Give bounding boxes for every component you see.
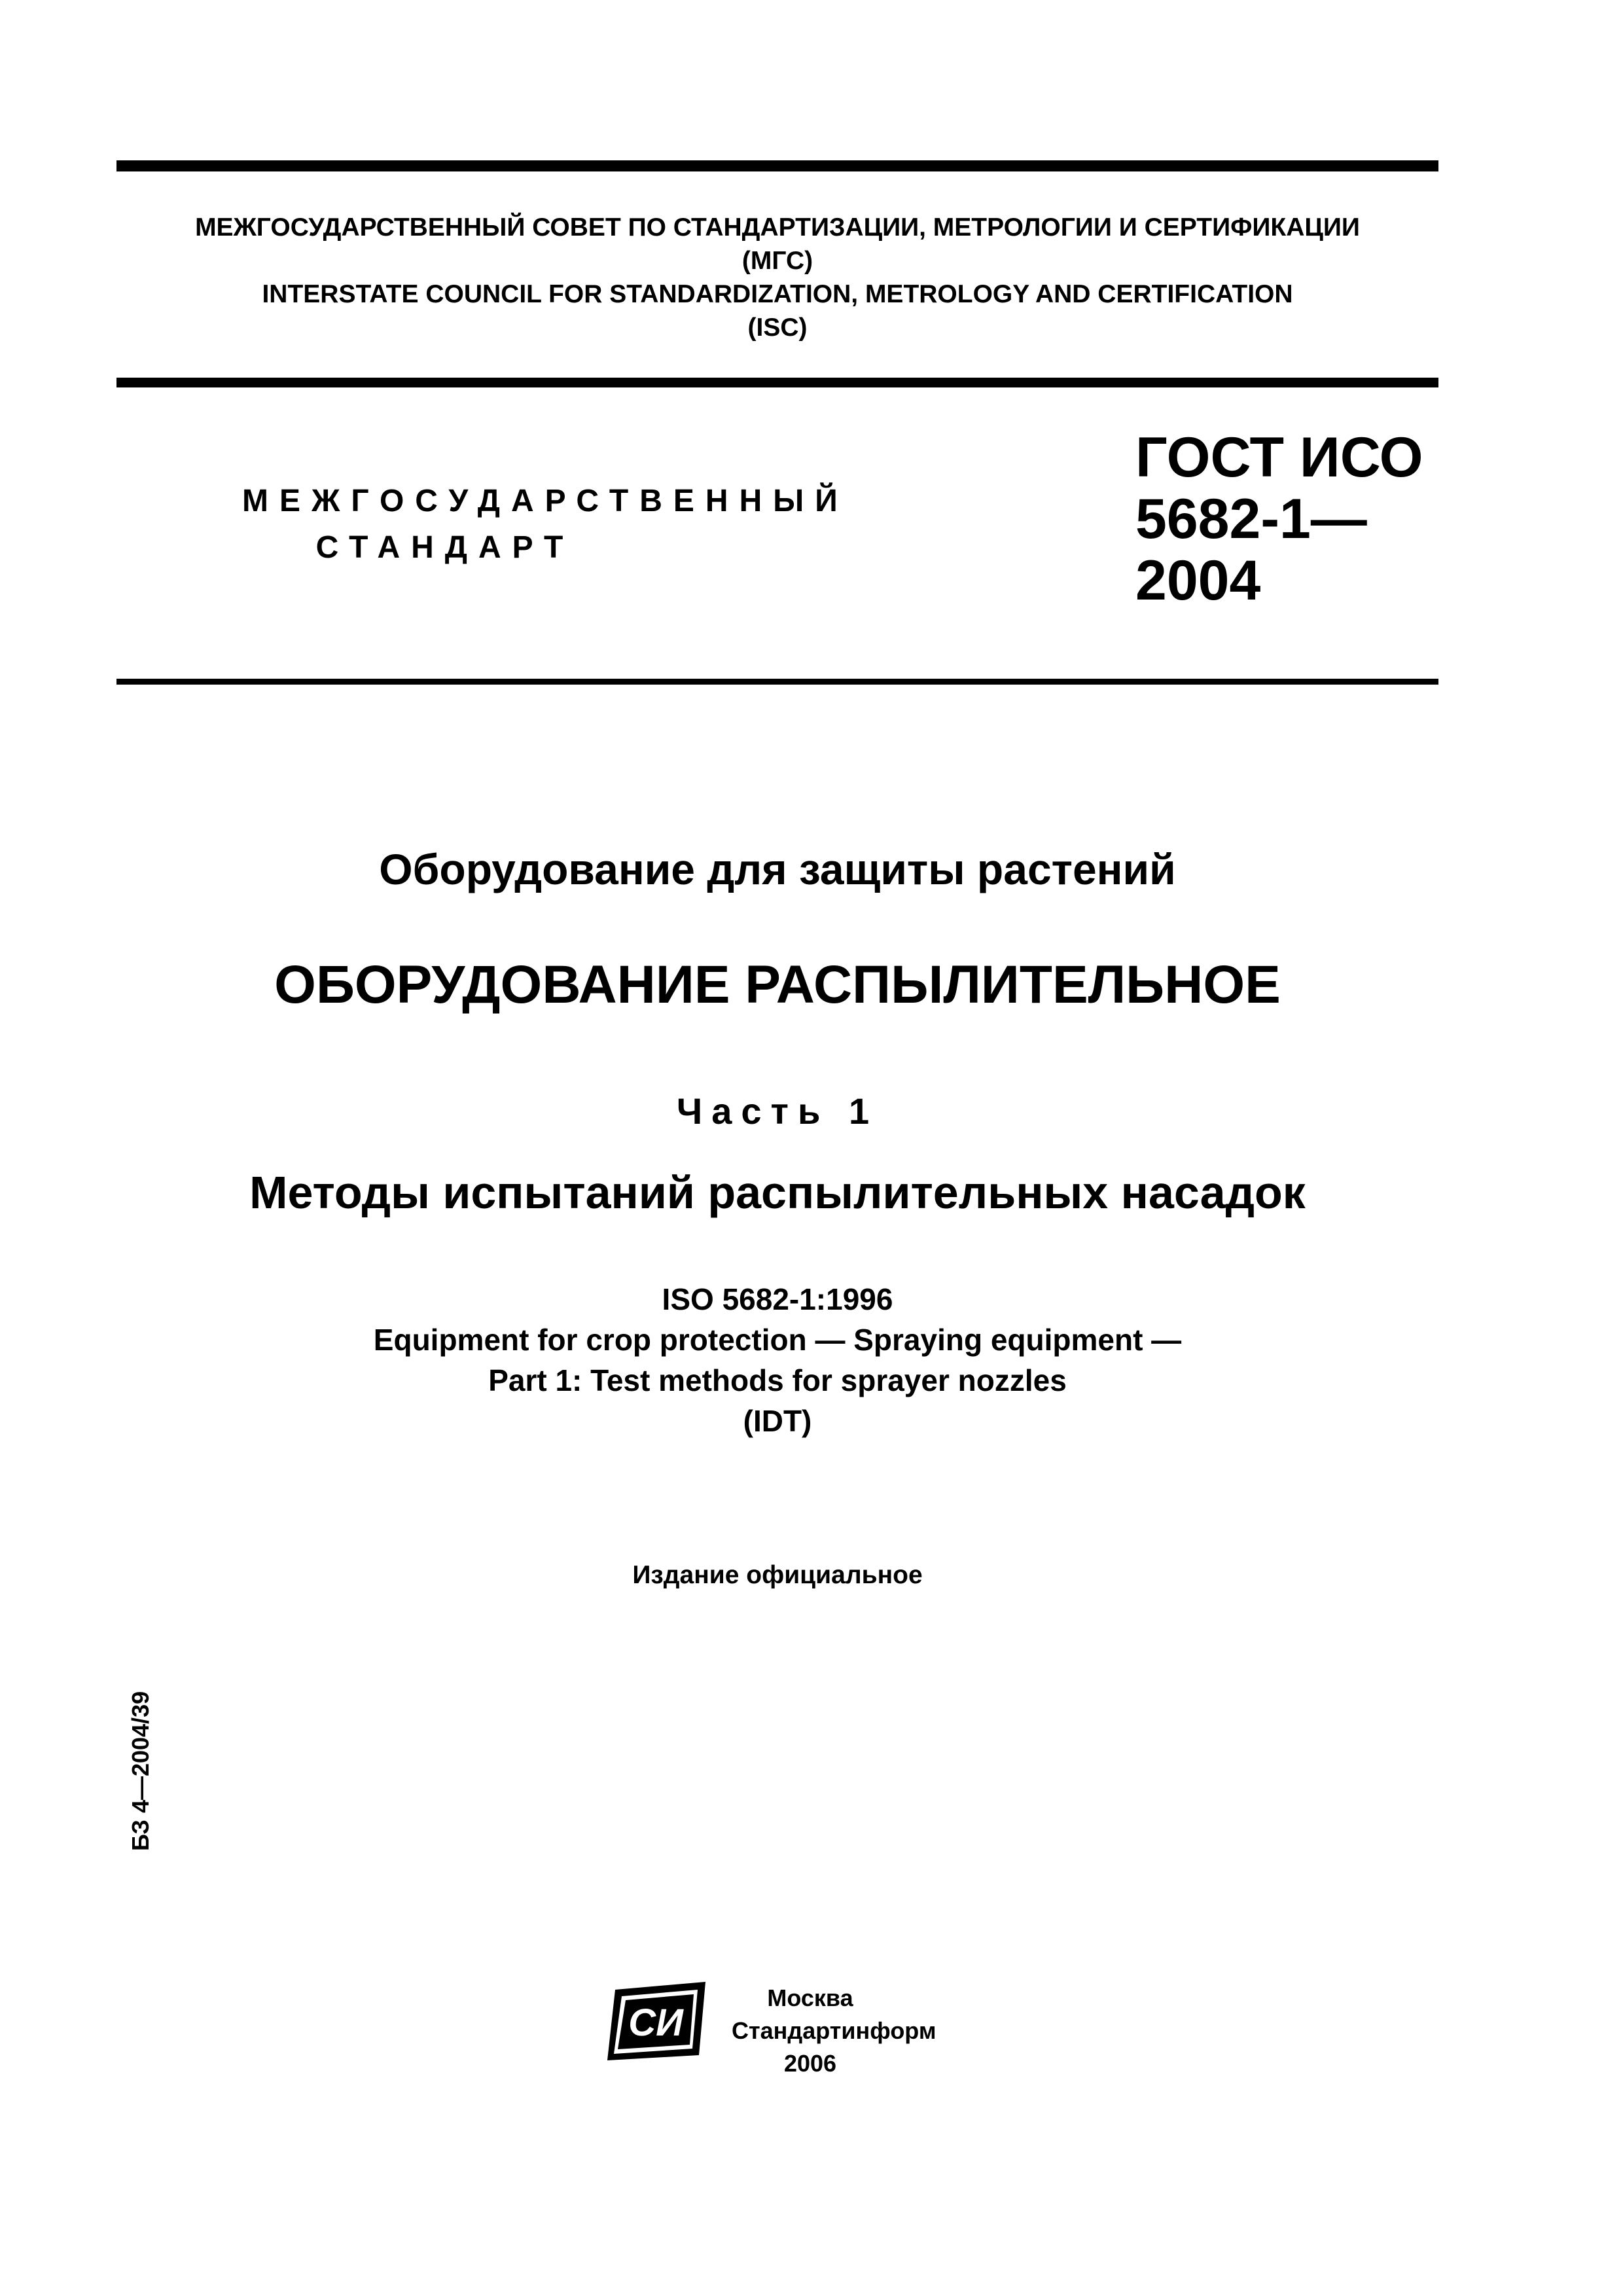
council-name-ru: МЕЖГОСУДАРСТВЕННЫЙ СОВЕТ ПО СТАНДАРТИЗАЦИИ, МЕТРОЛОГИИ И СЕРТИФИКАЦИИ	[195, 213, 1360, 242]
middle-rule	[116, 378, 1438, 387]
designation-line3: 2004	[1135, 549, 1261, 612]
iso-part: Part 1: Test methods for sprayer nozzles	[488, 1363, 1067, 1397]
document-main-title: ОБОРУДОВАНИЕ РАСПЫЛИТЕЛЬНОЕ	[274, 955, 1281, 1014]
document-subtitle: Методы испытаний распылительных насадок	[249, 1167, 1306, 1218]
top-rule	[116, 160, 1438, 171]
edition-label: Издание официальное	[632, 1561, 923, 1589]
publisher-name: Стандартинформ	[732, 2017, 936, 2044]
iso-reference-block	[116, 1279, 1438, 1441]
standard-kind-line2: СТАНДАРТ	[315, 530, 575, 565]
document-category-title: Оборудование для защиты растений	[379, 845, 1176, 893]
council-abbr-ru: (МГС)	[741, 247, 813, 275]
publisher-block	[732, 1982, 936, 2080]
standartinform-logo-icon	[607, 1982, 705, 2060]
designation-line2: 5682-1—	[1135, 488, 1367, 550]
standard-designation	[1135, 427, 1423, 611]
side-code: БЗ 4—2004/39	[127, 1691, 154, 1851]
publisher-year: 2006	[783, 2050, 837, 2077]
designation-line1: ГОСТ ИСО	[1135, 426, 1423, 489]
lower-rule	[116, 679, 1438, 685]
standard-kind-line1: МЕЖГОСУДАРСТВЕННЫЙ	[242, 484, 849, 518]
council-name-en: INTERSTATE COUNCIL FOR STANDARDIZATION, METROLOGY AND CERTIFICATION	[262, 280, 1293, 308]
logo-text: СИ	[628, 2001, 683, 2044]
iso-reference: ISO 5682-1:1996	[662, 1282, 893, 1316]
publisher-city: Москва	[767, 1984, 853, 2011]
part-label: Часть 1	[676, 1090, 879, 1132]
standard-kind	[242, 478, 849, 571]
council-header	[116, 211, 1438, 344]
iso-title: Equipment for crop protection — Spraying equipment —	[373, 1323, 1182, 1357]
council-abbr-en: (ISC)	[747, 314, 808, 342]
iso-idt: (IDT)	[743, 1404, 812, 1438]
